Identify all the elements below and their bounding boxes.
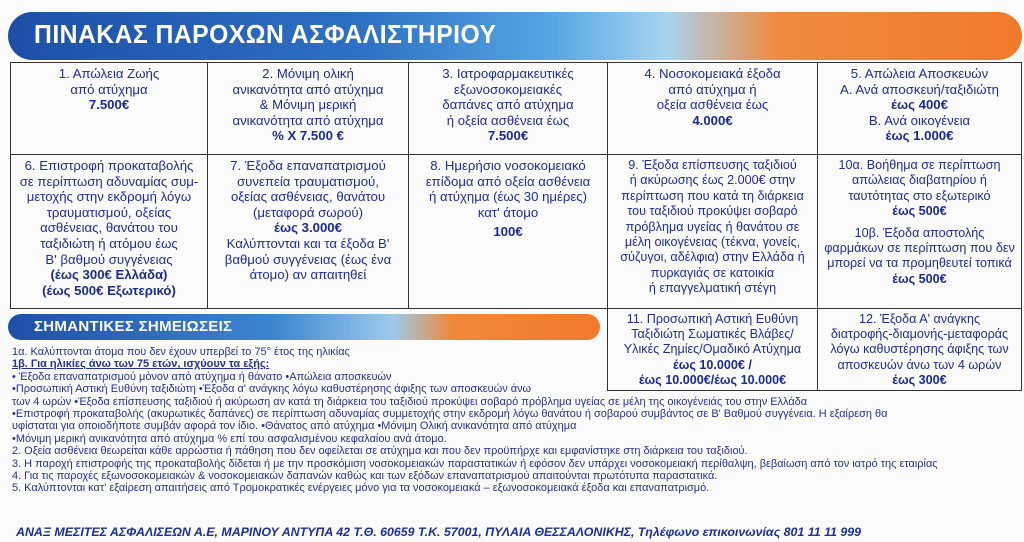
benefit-cell-5 [817, 62, 1022, 155]
cell-line: & Μόνιμη μερική [259, 97, 357, 113]
cell-amount: (έως 300€ Ελλάδα) [50, 267, 168, 283]
notes-list [12, 346, 1022, 495]
cell-line: πυρκαγιάς σε κατοικία [650, 265, 775, 280]
cell-amount: έως 400€ [891, 97, 948, 113]
cell-line: συνεπεία τραυματισμού, [237, 173, 379, 189]
cell-line: ή επαγγελματική στέγη [648, 281, 777, 296]
cell-line: μπορεί να τα προμηθευτεί τοπικά [827, 256, 1012, 271]
cell-line: Β. Ανά οικογένεια [868, 112, 971, 128]
cell-line: από ατύχημα ή [668, 81, 757, 97]
cell-line: ταυτότητας στο εξωτερικό [848, 188, 991, 203]
cell-line: 12. Έξοδα Α' ανάγκης [858, 312, 981, 326]
cell-line: 11. Προσωπική Αστική Ευθύνη [626, 312, 799, 326]
cell-line: οξείας ασθένειας, θανάτου [230, 189, 386, 205]
cell-line: 10β. Έξοδα αποστολής [854, 225, 985, 240]
cell-line: διατροφής-διαμονής-μεταφοράς [830, 327, 1009, 342]
cell-amount: έως 500€ [892, 271, 947, 286]
cell-line: 2. Μόνιμη ολική [262, 66, 354, 81]
cell-line: Ταξιδιώτη Σωματικές Βλάβες/ [631, 327, 794, 342]
cell-line: οξεία ασθένεια έως [656, 97, 769, 113]
cell-amount: έως 10.000€ / [673, 357, 752, 372]
benefit-cell-3 [408, 62, 608, 155]
cell-line: πρόβλημα υγείας ή θανάτου σε [625, 219, 800, 234]
cell-line: 1. Απώλεια Ζωής [58, 66, 160, 81]
cell-amount: έως 3.000€ [274, 220, 342, 236]
note-line: 3. Η παροχή επιστροφής της προκαταβολής δίδεται ή με την προσκόμιση νοσοκομειακών παραστατικών ή εφόσον δεν υπάρχει νοσοκομειακή περίθαλψη, βεβαίωση από τον ιατρό της εταιρίας [12, 457, 938, 470]
cell-line: σύζυγοι, αδέλφια) στην Ελλάδα ή [620, 250, 805, 265]
cell-amount: έως 1.000€ [885, 128, 954, 144]
cell-line: περίπτωση που κατά τη διάρκεια [621, 188, 804, 203]
company-footer: ΑΝΑΞ ΜΕΣΙΤΕΣ ΑΣΦΑΛΙΣΕΩΝ Α.Ε, ΜΑΡΙΝΟΥ ΑΝΤΥΠΑ 42 Τ.Θ. 60659 Τ.Κ. 57001, ΠΥΛΑΙΑ ΘΕΣΣΑΛΟΝΙΚΗΣ, Τηλέφωνο επικοινωνίας 801 11 11 999 [16, 525, 862, 539]
cell-line: Β' βαθμού συγγένειας [45, 251, 173, 267]
note-line: 4. Για τις παροχές εξωνοσοκομειακών & νοσοκομειακών δαπανών καθώς και των εξόδων επαναπατρισμού απαιτούνται πρωτότυπα παραστατικά. [12, 470, 718, 483]
cell-amount: έως 500€ [892, 204, 947, 219]
cell-line: ανικανότητα από ατύχημα [232, 81, 384, 97]
note-line: 5. Καλύπτονται κατ' εξαίρεση απαιτήσεις από Τρομοκρατικές ενέργειες μόνο για τα νοσοκομειακά – εξωνοσοκομειακά έξοδα και επαναπατρισμό. [12, 482, 710, 495]
cell-line: ταξιδιώτη ή ατόμου έως [40, 235, 178, 251]
cell-line: του ταξιδιού προκύψει σοβαρό [627, 204, 798, 219]
benefit-cell-8 [408, 154, 608, 309]
note-line: 2. Οξεία ασθένεια θεωρείται κάθε αρρώστια ή πάθηση που δεν οφείλεται σε ατύχημα και που δεν προϋπήρχε και εμφανίστηκε στη διάρκεια του ταξιδιού. [12, 445, 748, 458]
cell-line: 10α. Βοήθημα σε περίπτωση [838, 158, 1001, 172]
cell-line: από ατύχημα [70, 81, 148, 97]
cell-line: μέλη οικογένειας (τέκνα, γονείς, [624, 235, 801, 250]
cell-line: λόγω καθυστέρησης άφιξης των [830, 342, 1009, 357]
cell-line: μετοχής στην εκδρομή λόγω [26, 189, 192, 205]
cell-line: ή οξεία ασθένεια έως [446, 112, 570, 128]
benefit-cell-2 [207, 62, 409, 155]
cell-line: κατ' άτομο [477, 204, 539, 220]
page-title: ΠΙΝΑΚΑΣ ΠΑΡΟΧΩΝ ΑΣΦΑΛΙΣΤΗΡΙΟΥ [34, 19, 497, 49]
benefit-cell-4 [607, 62, 818, 155]
cell-line: απώλειας διαβατηρίου ή [852, 173, 987, 188]
notes-title: ΣΗΜΑΝΤΙΚΕΣ ΣΗΜΕΙΩΣΕΙΣ [34, 318, 233, 335]
cell-amount: 4.000€ [692, 112, 733, 128]
note-line: •Επιστροφή προκαταβολής (ακυρωτικές δαπάνες) σε περίπτωση αδυναμίας συμμετοχής στην εκδρομή λόγω θανάτου ή σοβαρού συμβάντος σε Β' Βαθμού συγγένεια. Η εξαίρεση θα [12, 408, 888, 421]
benefit-cell-7 [207, 154, 409, 309]
cell-line: ασθένειας, θανάτου του [40, 220, 178, 236]
benefit-cell-6 [10, 154, 208, 309]
cell-amount: % Χ 7.500 € [272, 128, 344, 144]
cell-line: 5. Απώλεια Αποσκευών [850, 66, 989, 81]
cell-line: Α. Ανά αποσκευή/ταξιδιώτη [840, 81, 999, 97]
note-line: •Προσωπική Αστική Ευθύνη ταξιδιώτη •Έξοδα α' ανάγκης λόγω καθυστέρησης άφιξης των αποσκευών άνω [12, 383, 532, 396]
note-line: 1α. Καλύπτονται άτομα που δεν έχουν υπερβεί το 75° έτος της ηλικίας [12, 346, 350, 358]
cell-line: βαθμού συγγένειας (έως ένα [224, 251, 392, 267]
cell-line: ή ακύρωσης έως 2.000€ στην [629, 173, 796, 188]
benefit-cell-9 [607, 154, 818, 309]
cell-amount: έως 10.000€/έως 10.000€ [638, 372, 787, 387]
cell-line: 8. Ημερήσιο νοσοκομειακό [430, 158, 586, 173]
cell-line: Υλικές Ζημίες/Ομαδικό Ατύχημα [623, 342, 802, 357]
cell-line: δαπάνες από ατύχημα [442, 97, 574, 113]
benefit-cell-1 [10, 62, 208, 155]
cell-line: ανικανότητα από ατύχημα [232, 112, 384, 128]
cell-line: 4. Νοσοκομειακά έξοδα [644, 66, 781, 81]
cell-amount: 100€ [493, 224, 523, 240]
cell-line: τραυματισμού, οξείας [46, 204, 172, 220]
cell-amount: έως 300€ [892, 372, 947, 387]
cell-amount: 7.500€ [487, 128, 529, 144]
note-line: υφίσταται για οποιοδήποτε συμβάν αφορά τον ίδιο. •Θάνατος από ατύχημα •Μόνιμη Ολική ανικανότητα από ατύχημα [12, 420, 577, 433]
cell-line: φαρμάκων σε περίπτωση που δεν [824, 241, 1015, 256]
cell-line: σε περίπτωση αδυναμίας συμ- [19, 173, 199, 189]
notes-banner [8, 314, 600, 340]
cell-amount: (έως 500€ Εξωτερικό) [42, 282, 176, 298]
cell-line: επίδομα από οξεία ασθένεια [425, 173, 591, 189]
cell-line: 7. Έξοδα επαναπατρισμού [230, 158, 386, 173]
cell-line: 9. Έξοδα επίσπευσης ταξιδιού [628, 158, 797, 172]
cell-line: εξωνοσοκομειακές [453, 81, 563, 97]
cell-line: Καλύπτονται και τα έξοδα Β' [226, 235, 390, 251]
benefit-cell-10 [817, 154, 1022, 309]
cell-line: (μεταφορά σωρού) [252, 204, 364, 220]
title-banner [8, 12, 1022, 60]
cell-line: 3. Ιατροφαρμακευτικές [442, 66, 574, 81]
note-line: των 4 ωρών •Έξοδα επίσπευσης ταξιδιού ή ακύρωση αν κατά τη διάρκεια του ταξιδιού προκύψει σοβαρό πρόβλημα υγείας σε μέλη της οικογένειάς του στην Ελλάδα [12, 395, 808, 408]
note-line: •Μόνιμη μερική ανικανότητα από ατύχημα % επί του ασφαλισμένου κεφαλαίου ανά άτομο. [12, 432, 447, 445]
note-line: 1β. Για ηλικίες άνω των 75 ετών, ισχύουν τα εξής: [12, 358, 270, 371]
cell-line: άτομο) αν απαιτηθεί [249, 267, 367, 283]
cell-line: 6. Επιστροφή προκαταβολής [24, 158, 194, 173]
cell-amount: 7.500€ [88, 97, 130, 113]
cell-line: αποσκευών άνω των 4 ωρών [837, 357, 1002, 372]
cell-line: ή ατύχημα (έως 30 ημέρες) [428, 189, 588, 205]
note-line: • Έξοδα επαναπατρισμού μόνον από ατύχημα ή θάνατο •Απώλεια αποσκευών [12, 370, 392, 383]
